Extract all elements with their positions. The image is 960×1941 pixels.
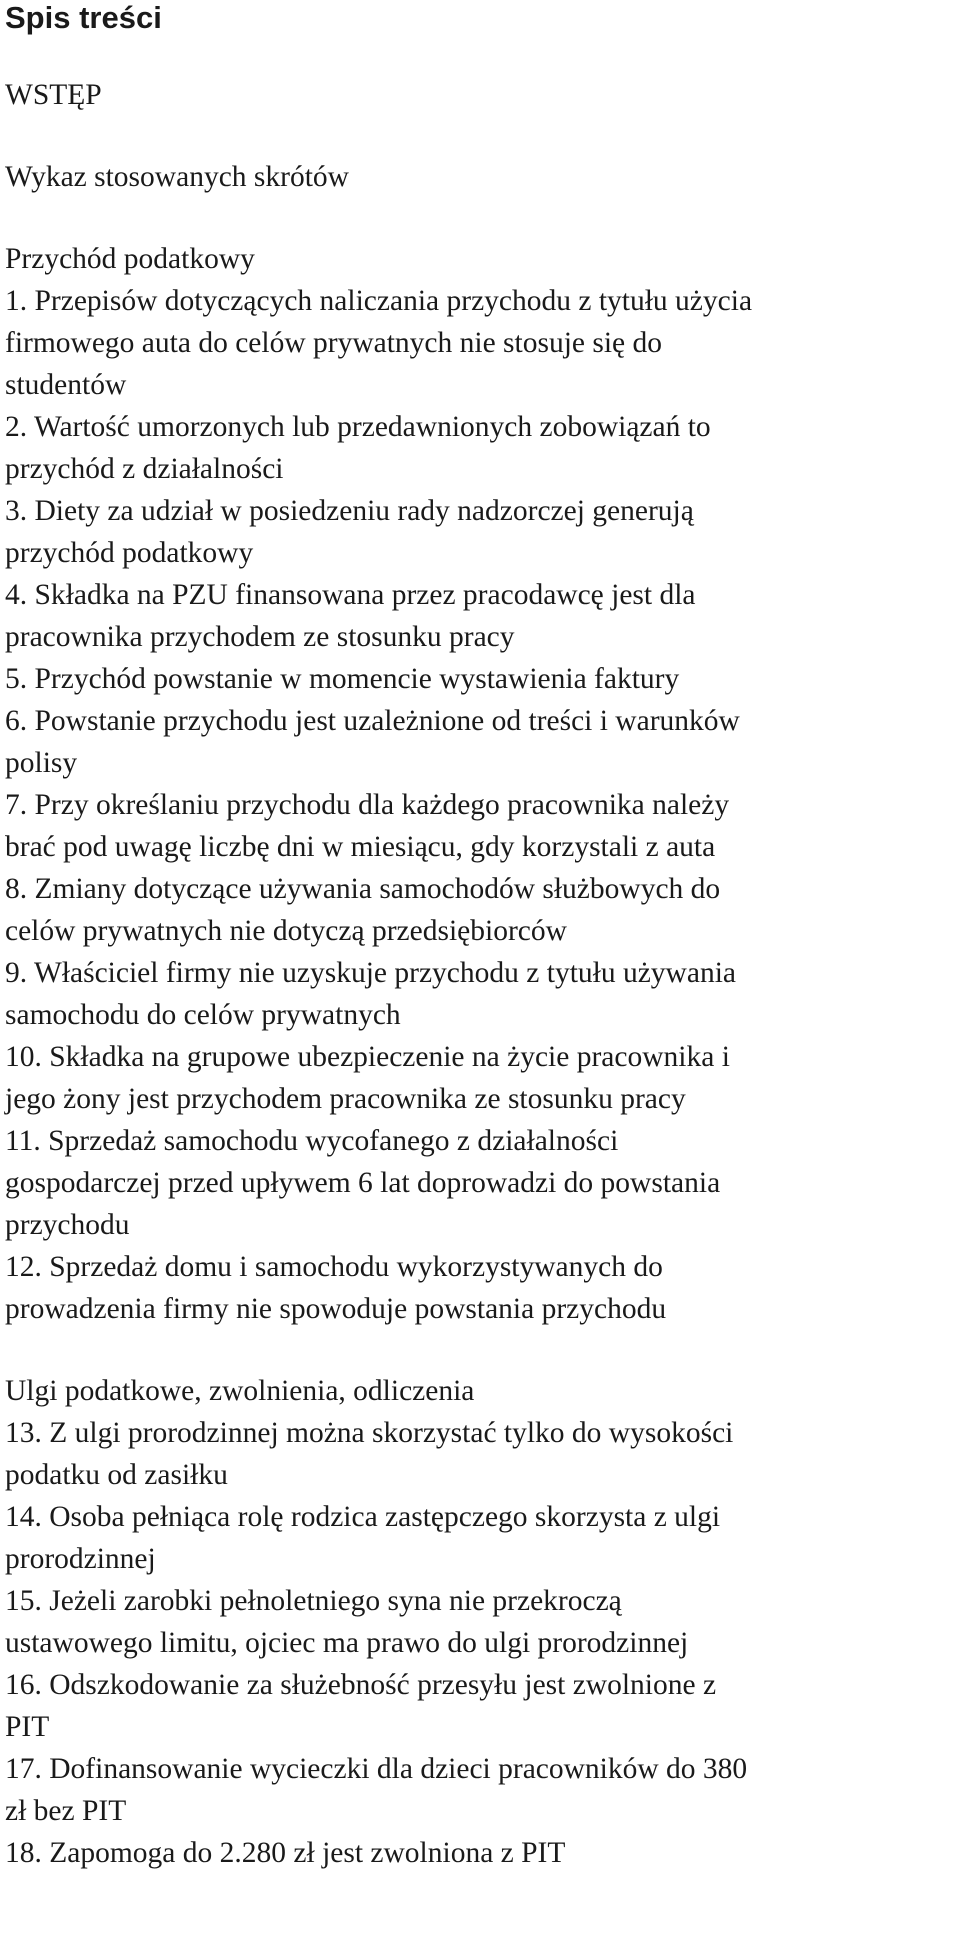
toc-entry-line: 8. Zmiany dotyczące używania samochodów służbowych do [5,873,721,905]
toc-entry[interactable] [5,406,955,490]
toc-entry-line: firmowego auta do celów prywatnych nie stosuje się do [5,327,663,359]
toc-entry-line: 4. Składka na PZU finansowana przez pracodawcę jest dla [5,579,696,611]
toc-item-intro[interactable]: WSTĘP [5,79,102,111]
toc-entry-line: jego żony jest przychodem pracownika ze stosunku pracy [5,1083,686,1115]
toc-entry-line: ustawowego limitu, ojciec ma prawo do ulgi prorodzinnej [5,1627,689,1659]
toc-entry-line: przychód podatkowy [5,537,254,569]
toc-entry-line: przychód z działalności [5,453,284,485]
toc-entry-line: 3. Diety za udział w posiedzeniu rady nadzorczej generują [5,495,694,527]
toc-entry-line: 2. Wartość umorzonych lub przedawnionych zobowiązań to [5,411,711,443]
toc-section [5,1370,955,1874]
toc-entry-line: 13. Z ulgi prorodzinnej można skorzystać tylko do wysokości [5,1417,734,1449]
toc-entry-line: 18. Zapomoga do 2.280 zł jest zwolniona z PIT [5,1837,566,1869]
toc-entry[interactable] [5,1664,955,1748]
toc-entry-line: samochodu do celów prywatnych [5,999,401,1031]
toc-entry-line: 12. Sprzedaż domu i samochodu wykorzystywanych do [5,1251,663,1283]
toc-entry-line: 6. Powstanie przychodu jest uzależnione od treści i warunków [5,705,740,737]
toc-section [5,238,955,1330]
toc-entry-line: pracownika przychodem ze stosunku pracy [5,621,515,653]
toc-entry[interactable] [5,1580,955,1664]
toc-page [5,0,955,1874]
toc-entry[interactable] [5,1832,955,1874]
toc-entry[interactable] [5,1246,955,1330]
toc-entry[interactable] [5,574,955,658]
toc-entry[interactable] [5,1120,955,1246]
toc-entry-line: 7. Przy określaniu przychodu dla każdego pracownika należy [5,789,730,821]
toc-entry-line: 9. Właściciel firmy nie uzyskuje przychodu z tytułu używania [5,957,736,989]
toc-entry-line: brać pod uwagę liczbę dni w miesiącu, gdy korzystali z auta [5,831,716,863]
toc-entry-line: celów prywatnych nie dotyczą przedsiębiorców [5,915,567,947]
toc-entry[interactable] [5,658,955,700]
toc-entry-line: polisy [5,747,78,779]
toc-entry-line: 10. Składka na grupowe ubezpieczenie na życie pracownika i [5,1041,730,1073]
toc-entry-line: 17. Dofinansowanie wycieczki dla dzieci pracowników do 380 [5,1753,748,1785]
toc-entry-line: zł bez PIT [5,1795,127,1827]
toc-entry-line: 14. Osoba pełniąca rolę rodzica zastępczego skorzysta z ulgi [5,1501,721,1533]
toc-title: Spis treści [5,0,162,35]
toc-entry[interactable] [5,1748,955,1832]
toc-entry[interactable] [5,280,955,406]
toc-sections [5,238,955,1874]
toc-entry-line: prorodzinnej [5,1543,156,1575]
toc-entry-line: prowadzenia firmy nie spowoduje powstania przychodu [5,1293,667,1325]
toc-section-heading[interactable]: Przychód podatkowy [5,243,255,275]
toc-entry-line: podatku od zasiłku [5,1459,228,1491]
toc-entry[interactable] [5,1412,955,1496]
toc-entry-line: przychodu [5,1209,130,1241]
toc-entry-line: 5. Przychód powstanie w momencie wystawienia faktury [5,663,680,695]
toc-entry-line: 16. Odszkodowanie za służebność przesyłu jest zwolnione z [5,1669,717,1701]
toc-entry[interactable] [5,952,955,1036]
toc-entry[interactable] [5,784,955,868]
toc-entry-line: 11. Sprzedaż samochodu wycofanego z działalności [5,1125,619,1157]
toc-entry-line: studentów [5,369,127,401]
toc-entry[interactable] [5,868,955,952]
toc-entry[interactable] [5,700,955,784]
toc-section-heading[interactable]: Ulgi podatkowe, zwolnienia, odliczenia [5,1375,475,1407]
toc-item-abbreviations[interactable]: Wykaz stosowanych skrótów [5,161,349,193]
toc-entry-line: PIT [5,1711,50,1743]
toc-entry-line: 1. Przepisów dotyczących naliczania przychodu z tytułu użycia [5,285,753,317]
toc-entry[interactable] [5,1036,955,1120]
toc-entry[interactable] [5,1496,955,1580]
toc-entry-line: gospodarczej przed upływem 6 lat doprowadzi do powstania [5,1167,721,1199]
toc-entry-line: 15. Jeżeli zarobki pełnoletniego syna nie przekroczą [5,1585,622,1617]
toc-entry[interactable] [5,490,955,574]
